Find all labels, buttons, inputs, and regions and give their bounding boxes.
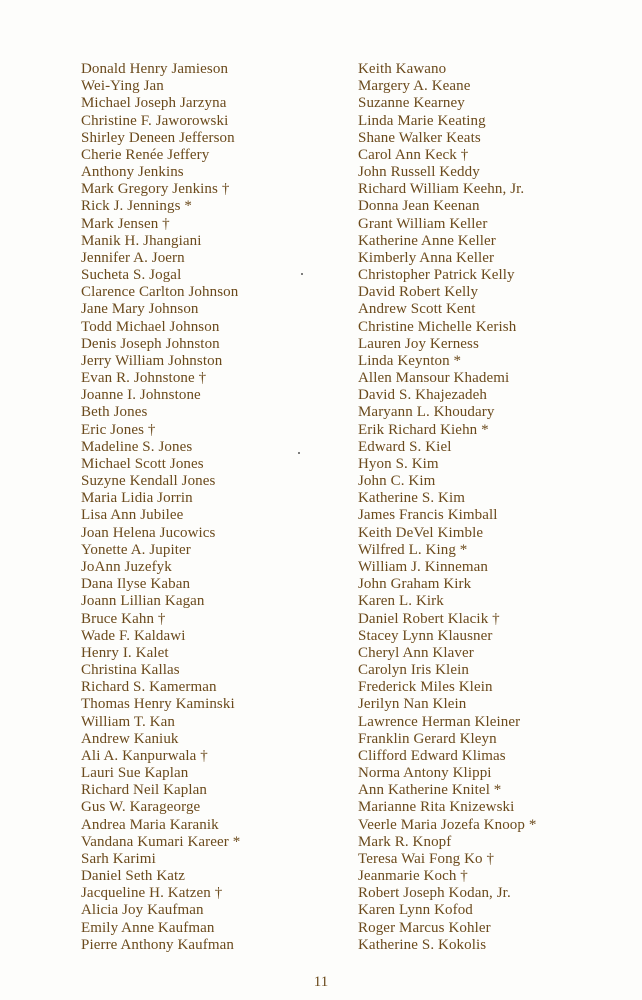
name-entry: Keith DeVel Kimble xyxy=(358,524,484,541)
name-entry: Teresa Wai Fong Ko † xyxy=(358,850,495,867)
name-entry: Yonette A. Jupiter xyxy=(81,541,191,558)
name-entry: Thomas Henry Kaminski xyxy=(81,696,235,713)
name-entry: Henry I. Kalet xyxy=(81,644,169,661)
paper-speck xyxy=(301,273,303,275)
name-entry: Erik Richard Kiehn * xyxy=(358,421,489,438)
name-entry: Suzanne Kearney xyxy=(358,95,465,112)
name-entry: Christine Michelle Kerish xyxy=(358,318,517,335)
name-entry: Katherine Anne Keller xyxy=(358,232,496,249)
name-entry: Donald Henry Jamieson xyxy=(81,61,229,77)
name-entry: Jeanmarie Koch † xyxy=(358,868,468,885)
name-entry: John C. Kim xyxy=(358,473,436,490)
name-entry: Lauren Joy Kerness xyxy=(358,335,479,352)
name-entry: Maria Lidia Jorrin xyxy=(81,490,193,507)
name-entry: Jane Mary Johnson xyxy=(81,301,199,318)
name-entry: Richard Neil Kaplan xyxy=(81,782,208,799)
name-entry: JoAnn Juzefyk xyxy=(81,558,172,575)
name-entry: William T. Kan xyxy=(81,713,175,730)
name-entry: Donna Jean Keenan xyxy=(358,198,480,215)
name-entry: Rick J. Jennings * xyxy=(81,198,192,215)
name-entry: Jennifer A. Joern xyxy=(81,249,185,266)
name-entry: Katherine S. Kim xyxy=(358,490,465,507)
name-entry: Sucheta S. Jogal xyxy=(81,267,182,284)
name-entry: Andrew Kaniuk xyxy=(81,730,179,747)
name-entry: Wilfred L. King * xyxy=(358,541,468,558)
name-entry: Maryann L. Khoudary xyxy=(358,404,495,421)
name-entry: Karen L. Kirk xyxy=(358,593,444,610)
name-entry: Manik H. Jhangiani xyxy=(81,232,202,249)
name-entry: Shirley Deneen Jefferson xyxy=(81,129,235,146)
name-entry: Joan Helena Jucowics xyxy=(81,524,216,541)
name-entry: Mark Gregory Jenkins † xyxy=(81,181,230,198)
name-entry: Margery A. Keane xyxy=(358,78,471,95)
name-entry: Lawrence Herman Kleiner xyxy=(358,713,521,730)
page-number: 11 xyxy=(313,974,329,990)
names-column-left xyxy=(81,61,341,954)
name-entry: Denis Joseph Johnston xyxy=(81,335,220,352)
name-entry: Eric Jones † xyxy=(81,421,156,438)
name-entry: Grant William Keller xyxy=(358,215,488,232)
name-entry: Wei-Ying Jan xyxy=(81,78,164,95)
name-entry: John Russell Keddy xyxy=(358,164,480,181)
name-entry: Evan R. Johnstone † xyxy=(81,370,207,387)
name-entry: Christina Kallas xyxy=(81,662,180,679)
name-entry: Vandana Kumari Kareer * xyxy=(81,833,241,850)
name-entry: Lisa Ann Jubilee xyxy=(81,507,184,524)
name-entry: Robert Joseph Kodan, Jr. xyxy=(358,885,511,902)
name-entry: Andrew Scott Kent xyxy=(358,301,476,318)
name-entry: Todd Michael Johnson xyxy=(81,318,220,335)
name-entry: Sarh Karimi xyxy=(81,850,156,867)
name-entry: Clifford Edward Klimas xyxy=(358,747,506,764)
name-entry: Norma Antony Klippi xyxy=(358,765,492,782)
name-entry: Alicia Joy Kaufman xyxy=(81,902,204,919)
name-entry: John Graham Kirk xyxy=(358,576,472,593)
name-entry: Lauri Sue Kaplan xyxy=(81,765,189,782)
name-entry: Anthony Jenkins xyxy=(81,164,184,181)
name-entry: Jerry William Johnston xyxy=(81,352,223,369)
paper-speck xyxy=(298,452,300,454)
name-entry: Suzyne Kendall Jones xyxy=(81,473,216,490)
name-entry: Veerle Maria Jozefa Knoop * xyxy=(358,816,537,833)
name-entry: Cheryl Ann Klaver xyxy=(358,644,474,661)
name-entry: Wade F. Kaldawi xyxy=(81,627,186,644)
name-entry: Karen Lynn Kofod xyxy=(358,902,473,919)
name-entry: Christine F. Jaworowski xyxy=(81,112,229,129)
name-entry: Ann Katherine Knitel * xyxy=(358,782,502,799)
name-entry: Richard William Keehn, Jr. xyxy=(358,181,525,198)
name-entry: Linda Keynton * xyxy=(358,352,462,369)
name-entry: Katherine S. Kokolis xyxy=(358,936,487,953)
name-entry: Gus W. Karageorge xyxy=(81,799,201,816)
name-entry: Edward S. Kiel xyxy=(358,438,452,455)
name-entry: William J. Kinneman xyxy=(358,558,489,575)
name-entry: Ali A. Kanpurwala † xyxy=(81,747,208,764)
name-entry: Frederick Miles Klein xyxy=(358,679,493,696)
name-entry: Beth Jones xyxy=(81,404,148,421)
name-entry: Carolyn Iris Klein xyxy=(358,662,469,679)
name-entry: Madeline S. Jones xyxy=(81,438,193,455)
name-entry: Michael Joseph Jarzyna xyxy=(81,95,227,112)
name-entry: Jacqueline H. Katzen † xyxy=(81,885,223,902)
name-entry: Cherie Renée Jeffery xyxy=(81,146,210,163)
name-entry: Jerilyn Nan Klein xyxy=(358,696,467,713)
name-entry: David Robert Kelly xyxy=(358,284,479,301)
name-entry: Emily Anne Kaufman xyxy=(81,919,215,936)
name-entry: Mark R. Knopf xyxy=(358,833,452,850)
name-entry: Daniel Robert Klacik † xyxy=(358,610,500,627)
name-entry: Roger Marcus Kohler xyxy=(358,919,491,936)
name-entry: Carol Ann Keck † xyxy=(358,146,469,163)
name-entry: Dana Ilyse Kaban xyxy=(81,576,191,593)
name-entry: David S. Khajezadeh xyxy=(358,387,487,404)
name-entry: Joann Lillian Kagan xyxy=(81,593,205,610)
name-entry: Shane Walker Keats xyxy=(358,129,481,146)
names-column-right xyxy=(358,61,628,954)
name-entry: Clarence Carlton Johnson xyxy=(81,284,239,301)
name-entry: Keith Kawano xyxy=(358,61,447,77)
name-entry: Christopher Patrick Kelly xyxy=(358,267,515,284)
name-entry: Mark Jensen † xyxy=(81,215,170,232)
name-entry: Richard S. Kamerman xyxy=(81,679,217,696)
name-entry: Michael Scott Jones xyxy=(81,455,204,472)
name-entry: Allen Mansour Khademi xyxy=(358,370,510,387)
name-entry: Stacey Lynn Klausner xyxy=(358,627,493,644)
name-entry: Hyon S. Kim xyxy=(358,455,439,472)
name-entry: Kimberly Anna Keller xyxy=(358,249,495,266)
name-entry: James Francis Kimball xyxy=(358,507,498,524)
name-entry: Marianne Rita Knizewski xyxy=(358,799,515,816)
name-entry: Bruce Kahn † xyxy=(81,610,166,627)
name-entry: Pierre Anthony Kaufman xyxy=(81,936,234,953)
name-entry: Andrea Maria Karanik xyxy=(81,816,219,833)
name-entry: Daniel Seth Katz xyxy=(81,868,186,885)
name-entry: Linda Marie Keating xyxy=(358,112,486,129)
name-entry: Joanne I. Johnstone xyxy=(81,387,201,404)
name-entry: Franklin Gerard Kleyn xyxy=(358,730,497,747)
